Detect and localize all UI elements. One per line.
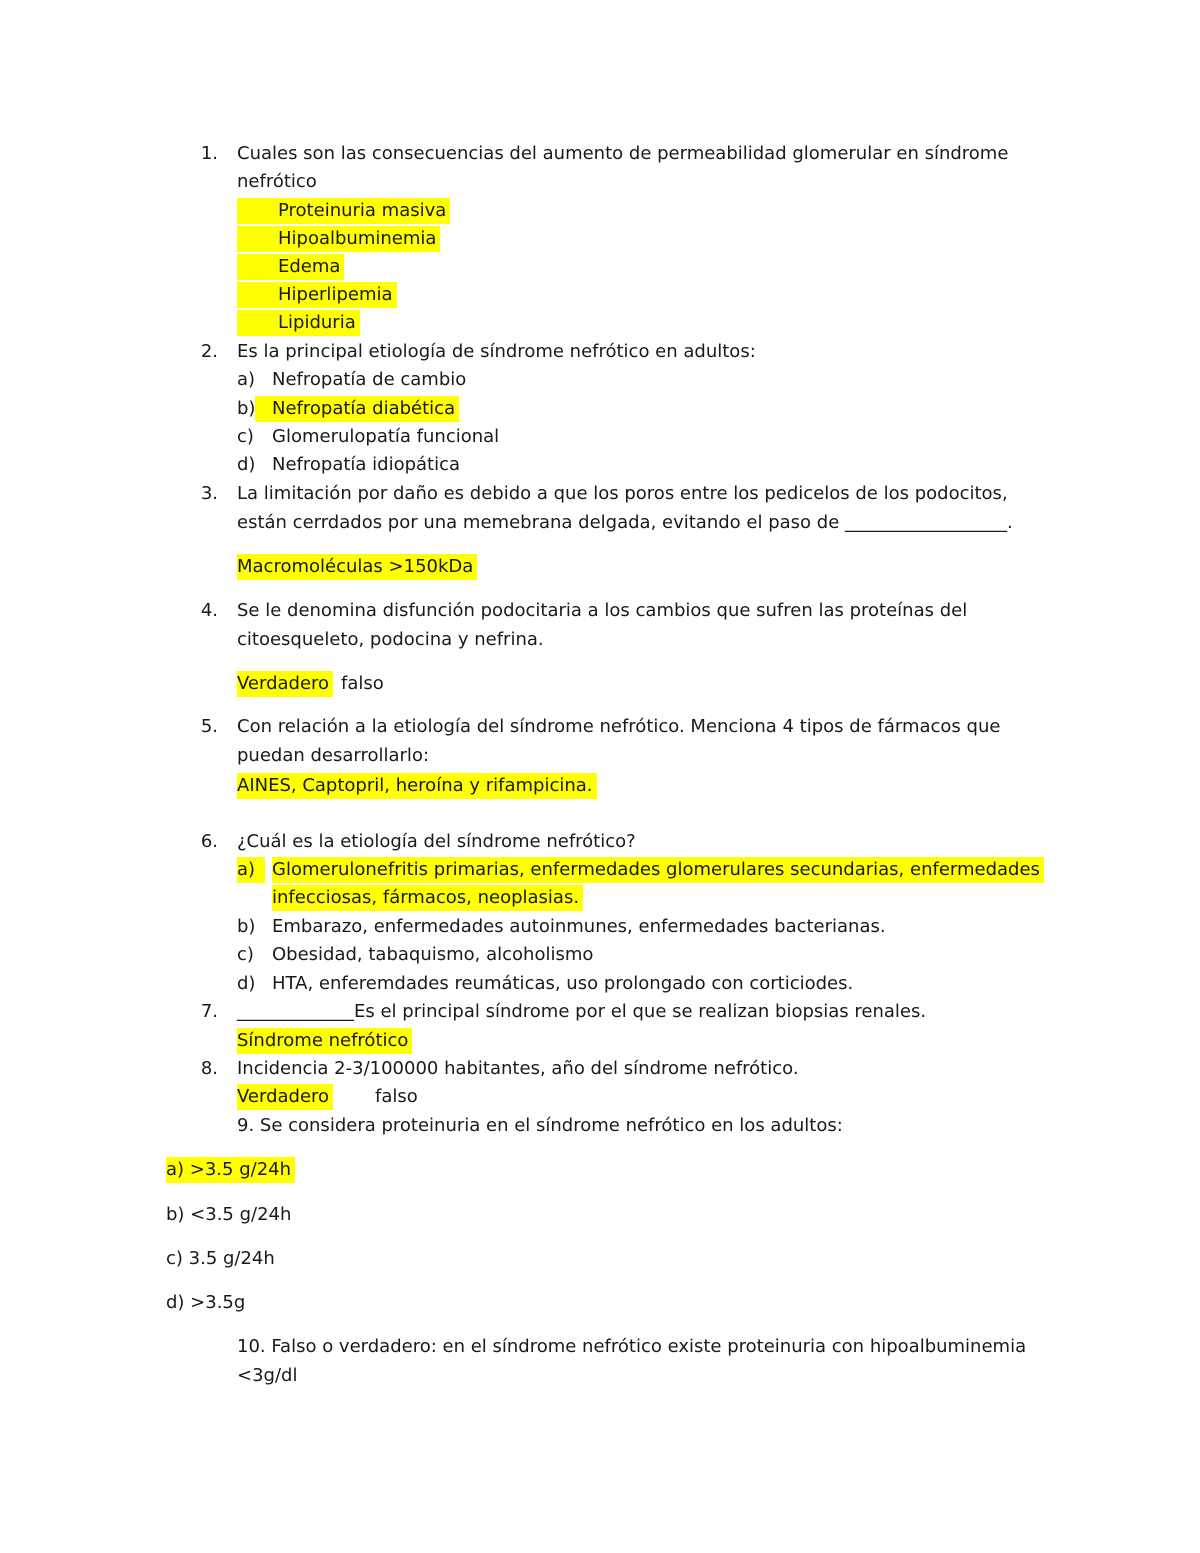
q6-option-a-letter: a) — [237, 857, 265, 883]
q8-answer-verdadero: Verdadero — [237, 1084, 333, 1110]
q8-number: 8. — [200, 1058, 218, 1079]
q9-option-c: c) 3.5 g/24h — [166, 1248, 275, 1269]
q4-text-line1: Se le denomina disfunción podocitaria a los cambios que sufren las proteínas del — [237, 600, 968, 621]
q6-option-a-line1: Glomerulonefritis primarias, enfermedades glomerulares secundarias, enfermedades — [272, 857, 1044, 883]
q7-number: 7. — [200, 1001, 218, 1022]
q10-text-line1: 10. Falso o verdadero: en el síndrome nefrótico existe proteinuria con hipoalbuminemia — [237, 1336, 1027, 1357]
q3-text-line1: La limitación por daño es debido a que los poros entre los pedicelos de los podocitos, — [237, 483, 1008, 504]
q4-answer-verdadero: Verdadero — [237, 671, 333, 697]
q9-text: 9. Se considera proteinuria en el síndrome nefrótico en los adultos: — [237, 1115, 843, 1136]
q2-option-c-letter: c) — [237, 426, 254, 447]
q4-number: 4. — [200, 600, 218, 621]
q6-option-d-text: HTA, enferemdades reumáticas, uso prolongado con corticiodes. — [272, 973, 854, 994]
q6-option-c-letter: c) — [237, 944, 254, 965]
q4-option-falso: falso — [341, 673, 384, 694]
q9-option-a: a) >3.5 g/24h — [166, 1157, 295, 1183]
q6-text: ¿Cuál es la etiología del síndrome nefrótico? — [237, 831, 636, 852]
q1-bullet-1: Proteinuria masiva — [237, 198, 450, 224]
q5-number: 5. — [200, 716, 218, 737]
q1-bullet-5: Lipiduria — [237, 310, 360, 336]
q1-bullet-3: Edema — [237, 254, 344, 280]
q2-option-d-letter: d) — [237, 454, 256, 475]
q2-option-c-text: Glomerulopatía funcional — [272, 426, 500, 447]
q2-option-b-text: Nefropatía diabética — [255, 396, 459, 422]
q1-text-line1: Cuales son las consecuencias del aumento de permeabilidad glomerular en síndrome — [237, 143, 1009, 164]
q8-text: Incidencia 2-3/100000 habitantes, año del síndrome nefrótico. — [237, 1058, 799, 1079]
q6-number: 6. — [200, 831, 218, 852]
q6-option-a-line2: infecciosas, fármacos, neoplasias. — [272, 885, 583, 911]
q1-number: 1. — [200, 143, 218, 164]
q1-bullet-4: Hiperlipemia — [237, 282, 397, 308]
q7-answer: Síndrome nefrótico — [237, 1028, 412, 1054]
q6-option-b-text: Embarazo, enfermedades autoinmunes, enfermedades bacterianas. — [272, 916, 886, 937]
q6-option-d-letter: d) — [237, 973, 256, 994]
q2-option-a-letter: a) — [237, 369, 256, 390]
q3-number: 3. — [200, 483, 218, 504]
q6-option-b-letter: b) — [237, 916, 256, 937]
q3-answer: Macromoléculas >150kDa — [237, 554, 477, 580]
q7-text: _____________Es el principal síndrome por el que se realizan biopsias renales. — [237, 1001, 927, 1022]
q2-number: 2. — [200, 341, 218, 362]
q1-text-line2: nefrótico — [237, 171, 317, 192]
q2-option-d-text: Nefropatía idiopática — [272, 454, 461, 475]
q5-text-line1: Con relación a la etiología del síndrome nefrótico. Menciona 4 tipos de fármacos que — [237, 716, 1001, 737]
q8-option-falso: falso — [375, 1086, 418, 1107]
q5-answer: AINES, Captopril, heroína y rifampicina. — [237, 773, 597, 799]
q1-bullet-2: Hipoalbuminemia — [237, 226, 440, 252]
q9-option-b: b) <3.5 g/24h — [166, 1204, 292, 1225]
q4-text-line2: citoesqueleto, podocina y nefrina. — [237, 629, 544, 650]
q2-option-a-text: Nefropatía de cambio — [272, 369, 467, 390]
q2-text: Es la principal etiología de síndrome nefrótico en adultos: — [237, 341, 756, 362]
q3-text-line2: están cerrdados por una memebrana delgada, evitando el paso de __________________. — [237, 512, 1013, 533]
q5-text-line2: puedan desarrollarlo: — [237, 745, 430, 766]
q9-option-d: d) >3.5g — [166, 1292, 246, 1313]
q6-option-c-text: Obesidad, tabaquismo, alcoholismo — [272, 944, 594, 965]
q2-option-b-letter: b) — [237, 398, 256, 419]
q10-text-line2: <3g/dl — [237, 1365, 298, 1386]
